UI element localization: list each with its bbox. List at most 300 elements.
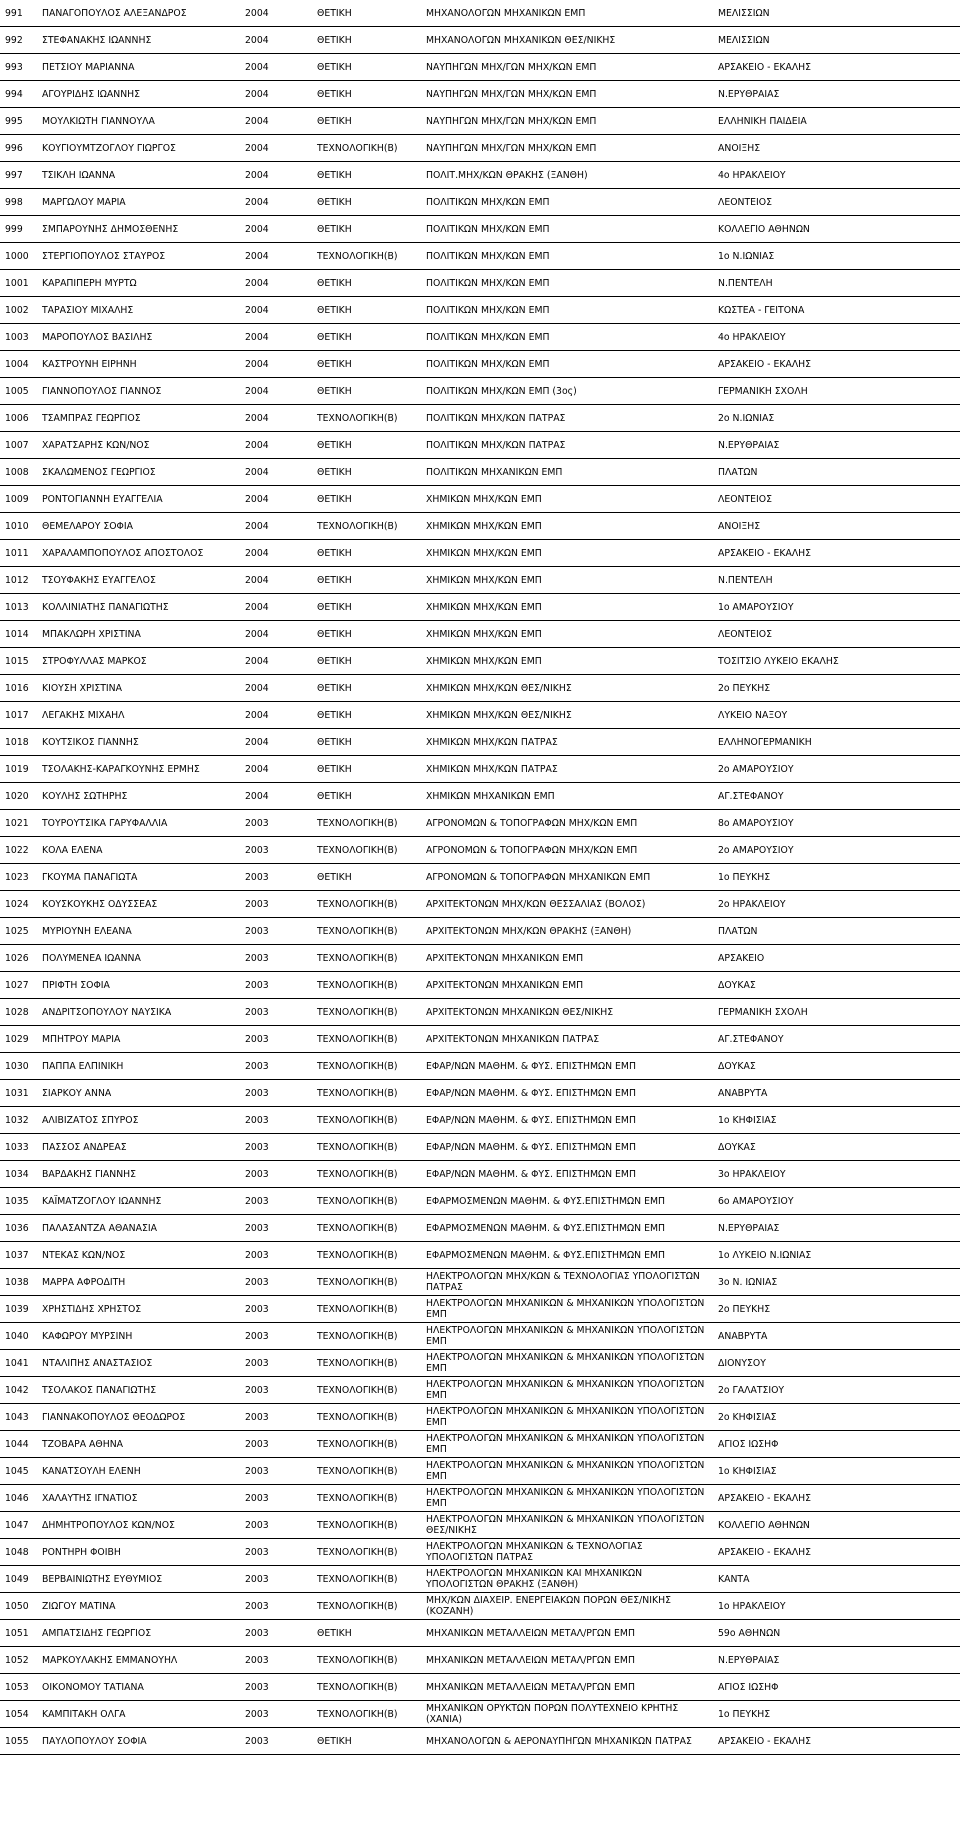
rank-cell: 1030 (0, 1053, 37, 1080)
department-cell: ΠΟΛΙΤΙΚΩΝ ΜΗΧΑΝΙΚΩΝ ΕΜΠ (421, 459, 713, 486)
name-cell: ΛΕΓΑΚΗΣ ΜΙΧΑΗΛ (37, 702, 240, 729)
school-cell: 1ο Ν.ΙΩΝΙΑΣ (713, 243, 960, 270)
department-cell: ΗΛΕΚΤΡΟΛΟΓΩΝ ΜΗΧΑΝΙΚΩΝ & ΜΗΧΑΝΙΚΩΝ ΥΠΟΛΟΓΙΣΤΩΝ ΕΜΠ (421, 1404, 713, 1431)
track-cell: ΤΕΧΝΟΛΟΓΙΚΗ(Β) (312, 1269, 421, 1296)
track-cell: ΘΕΤΙΚΗ (312, 540, 421, 567)
school-cell: ΚΩΣΤΕΑ - ΓΕΙΤΟΝΑ (713, 297, 960, 324)
school-cell: 3ο Ν. ΙΩΝΙΑΣ (713, 1269, 960, 1296)
department-cell: ΠΟΛΙΤΙΚΩΝ ΜΗΧ/ΚΩΝ ΕΜΠ (421, 297, 713, 324)
year-cell: 2003 (240, 1269, 312, 1296)
rank-cell: 1004 (0, 351, 37, 378)
school-cell: 8ο ΑΜΑΡΟΥΣΙΟΥ (713, 810, 960, 837)
name-cell: ΡΟΝΤΗΡΗ ΦΟΙΒΗ (37, 1539, 240, 1566)
track-cell: ΘΕΤΙΚΗ (312, 162, 421, 189)
table-row (0, 1674, 960, 1701)
department-cell: ΗΛΕΚΤΡΟΛΟΓΩΝ ΜΗΧΑΝΙΚΩΝ & ΜΗΧΑΝΙΚΩΝ ΥΠΟΛΟΓΙΣΤΩΝ ΕΜΠ (421, 1377, 713, 1404)
table-row (0, 1080, 960, 1107)
table-row (0, 297, 960, 324)
table-row (0, 1215, 960, 1242)
name-cell: ΚΟΥΓΙΟΥΜΤΖΟΓΛΟΥ ΓΙΩΡΓΟΣ (37, 135, 240, 162)
table-row (0, 1134, 960, 1161)
school-cell: 3ο ΗΡΑΚΛΕΙΟΥ (713, 1161, 960, 1188)
year-cell: 2003 (240, 1161, 312, 1188)
name-cell: ΧΑΡΑΤΣΑΡΗΣ ΚΩΝ/ΝΟΣ (37, 432, 240, 459)
rank-cell: 1023 (0, 864, 37, 891)
rank-cell: 1021 (0, 810, 37, 837)
rank-cell: 1006 (0, 405, 37, 432)
department-cell: ΗΛΕΚΤΡΟΛΟΓΩΝ ΜΗΧΑΝΙΚΩΝ & ΜΗΧΑΝΙΚΩΝ ΥΠΟΛΟΓΙΣΤΩΝ ΕΜΠ (421, 1431, 713, 1458)
school-cell: ΑΓ.ΣΤΕΦΑΝΟΥ (713, 1026, 960, 1053)
table-row (0, 378, 960, 405)
department-cell: ΧΗΜΙΚΩΝ ΜΗΧ/ΚΩΝ ΕΜΠ (421, 621, 713, 648)
school-cell: 59ο ΑΘΗΝΩΝ (713, 1620, 960, 1647)
year-cell: 2004 (240, 405, 312, 432)
year-cell: 2004 (240, 567, 312, 594)
school-cell: ΑΡΣΑΚΕΙΟ - ΕΚΑΛΗΣ (713, 1728, 960, 1755)
school-cell: ΚΑΝΤΑ (713, 1566, 960, 1593)
track-cell: ΘΕΤΙΚΗ (312, 864, 421, 891)
school-cell: 2ο ΠΕΥΚΗΣ (713, 675, 960, 702)
table-row (0, 54, 960, 81)
year-cell: 2003 (240, 1458, 312, 1485)
department-cell: ΕΦΑΡΜΟΣΜΕΝΩΝ ΜΑΘΗΜ. & ΦΥΣ.ΕΠΙΣΤΗΜΩΝ ΕΜΠ (421, 1242, 713, 1269)
department-cell: ΝΑΥΠΗΓΩΝ ΜΗΧ/ΓΩΝ ΜΗΧ/ΚΩΝ ΕΜΠ (421, 135, 713, 162)
track-cell: ΘΕΤΙΚΗ (312, 648, 421, 675)
rank-cell: 994 (0, 81, 37, 108)
year-cell: 2004 (240, 27, 312, 54)
year-cell: 2003 (240, 1593, 312, 1620)
track-cell: ΤΕΧΝΟΛΟΓΙΚΗ(Β) (312, 1512, 421, 1539)
department-cell: ΠΟΛΙΤ.ΜΗΧ/ΚΩΝ ΘΡΑΚΗΣ (ΞΑΝΘΗ) (421, 162, 713, 189)
table-row (0, 189, 960, 216)
department-cell: ΠΟΛΙΤΙΚΩΝ ΜΗΧ/ΚΩΝ ΠΑΤΡΑΣ (421, 432, 713, 459)
school-cell: ΛΕΟΝΤΕΙΟΣ (713, 189, 960, 216)
department-cell: ΗΛΕΚΤΡΟΛΟΓΩΝ ΜΗΧΑΝΙΚΩΝ & ΜΗΧΑΝΙΚΩΝ ΥΠΟΛΟΓΙΣΤΩΝ ΕΜΠ (421, 1296, 713, 1323)
rank-cell: 1022 (0, 837, 37, 864)
table-row (0, 1620, 960, 1647)
name-cell: ΣΤΕΦΑΝΑΚΗΣ ΙΩΑΝΝΗΣ (37, 27, 240, 54)
table-row (0, 81, 960, 108)
table-row (0, 810, 960, 837)
track-cell: ΤΕΧΝΟΛΟΓΙΚΗ(Β) (312, 972, 421, 999)
school-cell: Ν.ΕΡΥΘΡΑΙΑΣ (713, 81, 960, 108)
track-cell: ΤΕΧΝΟΛΟΓΙΚΗ(Β) (312, 1566, 421, 1593)
year-cell: 2004 (240, 702, 312, 729)
school-cell: ΑΓΙΟΣ ΙΩΣΗΦ (713, 1674, 960, 1701)
year-cell: 2004 (240, 513, 312, 540)
track-cell: ΤΕΧΝΟΛΟΓΙΚΗ(Β) (312, 1053, 421, 1080)
table-row (0, 1053, 960, 1080)
school-cell: ΛΕΟΝΤΕΙΟΣ (713, 621, 960, 648)
year-cell: 2004 (240, 648, 312, 675)
name-cell: ΑΜΠΑΤΣΙΔΗΣ ΓΕΩΡΓΙΟΣ (37, 1620, 240, 1647)
table-row (0, 1431, 960, 1458)
department-cell: ΜΗΧΑΝΟΛΟΓΩΝ ΜΗΧΑΝΙΚΩΝ ΘΕΣ/ΝΙΚΗΣ (421, 27, 713, 54)
table-row (0, 972, 960, 999)
department-cell: ΧΗΜΙΚΩΝ ΜΗΧ/ΚΩΝ ΕΜΠ (421, 513, 713, 540)
department-cell: ΗΛΕΚΤΡΟΛΟΓΩΝ ΜΗΧΑΝΙΚΩΝ & ΜΗΧΑΝΙΚΩΝ ΥΠΟΛΟΓΙΣΤΩΝ ΘΕΣ/ΝΙΚΗΣ (421, 1512, 713, 1539)
year-cell: 2004 (240, 324, 312, 351)
rank-cell: 1040 (0, 1323, 37, 1350)
table-row (0, 1728, 960, 1755)
table-row (0, 621, 960, 648)
rank-cell: 1044 (0, 1431, 37, 1458)
rank-cell: 1020 (0, 783, 37, 810)
rank-cell: 996 (0, 135, 37, 162)
track-cell: ΘΕΤΙΚΗ (312, 216, 421, 243)
year-cell: 2003 (240, 1350, 312, 1377)
table-row (0, 351, 960, 378)
table-row (0, 675, 960, 702)
table-row (0, 27, 960, 54)
name-cell: ΧΑΛΑΥΤΗΣ ΙΓΝΑΤΙΟΣ (37, 1485, 240, 1512)
rank-cell: 1031 (0, 1080, 37, 1107)
table-row (0, 1512, 960, 1539)
school-cell: ΑΝΟΙΞΗΣ (713, 135, 960, 162)
table-row (0, 1593, 960, 1620)
year-cell: 2004 (240, 432, 312, 459)
rank-cell: 1054 (0, 1701, 37, 1728)
table-row (0, 864, 960, 891)
track-cell: ΤΕΧΝΟΛΟΓΙΚΗ(Β) (312, 1215, 421, 1242)
rank-cell: 1001 (0, 270, 37, 297)
track-cell: ΤΕΧΝΟΛΟΓΙΚΗ(Β) (312, 1539, 421, 1566)
table-row (0, 432, 960, 459)
table-row (0, 729, 960, 756)
year-cell: 2004 (240, 675, 312, 702)
year-cell: 2003 (240, 1026, 312, 1053)
year-cell: 2003 (240, 1080, 312, 1107)
department-cell: ΧΗΜΙΚΩΝ ΜΗΧ/ΚΩΝ ΘΕΣ/ΝΙΚΗΣ (421, 702, 713, 729)
department-cell: ΧΗΜΙΚΩΝ ΜΗΧ/ΚΩΝ ΠΑΤΡΑΣ (421, 729, 713, 756)
name-cell: ΝΤΑΛΙΠΗΣ ΑΝΑΣΤΑΣΙΟΣ (37, 1350, 240, 1377)
name-cell: ΜΥΡΙΟΥΝΗ ΕΛΕΑΝΑ (37, 918, 240, 945)
name-cell: ΑΓΟΥΡΙΔΗΣ ΙΩΑΝΝΗΣ (37, 81, 240, 108)
department-cell: ΠΟΛΙΤΙΚΩΝ ΜΗΧ/ΚΩΝ ΕΜΠ (421, 189, 713, 216)
track-cell: ΘΕΤΙΚΗ (312, 297, 421, 324)
department-cell: ΗΛΕΚΤΡΟΛΟΓΩΝ ΜΗΧΑΝΙΚΩΝ & ΜΗΧΑΝΙΚΩΝ ΥΠΟΛΟΓΙΣΤΩΝ ΕΜΠ (421, 1485, 713, 1512)
department-cell: ΗΛΕΚΤΡΟΛΟΓΩΝ ΜΗΧΑΝΙΚΩΝ & ΜΗΧΑΝΙΚΩΝ ΥΠΟΛΟΓΙΣΤΩΝ ΕΜΠ (421, 1323, 713, 1350)
department-cell: ΕΦΑΡΜΟΣΜΕΝΩΝ ΜΑΘΗΜ. & ΦΥΣ.ΕΠΙΣΤΗΜΩΝ ΕΜΠ (421, 1215, 713, 1242)
track-cell: ΘΕΤΙΚΗ (312, 1728, 421, 1755)
name-cell: ΜΠΗΤΡΟΥ ΜΑΡΙΑ (37, 1026, 240, 1053)
department-cell: ΧΗΜΙΚΩΝ ΜΗΧ/ΚΩΝ ΕΜΠ (421, 567, 713, 594)
department-cell: ΜΗΧΑΝΙΚΩΝ ΜΕΤΑΛΛΕΙΩΝ ΜΕΤΑΛ/ΡΓΩΝ ΕΜΠ (421, 1620, 713, 1647)
rank-cell: 1008 (0, 459, 37, 486)
department-cell: ΕΦΑΡΜΟΣΜΕΝΩΝ ΜΑΘΗΜ. & ΦΥΣ.ΕΠΙΣΤΗΜΩΝ ΕΜΠ (421, 1188, 713, 1215)
name-cell: ΒΑΡΔΑΚΗΣ ΓΙΑΝΝΗΣ (37, 1161, 240, 1188)
rank-cell: 993 (0, 54, 37, 81)
department-cell: ΑΡΧΙΤΕΚΤΟΝΩΝ ΜΗΧΑΝΙΚΩΝ ΠΑΤΡΑΣ (421, 1026, 713, 1053)
school-cell: 1ο ΚΗΦΙΣΙΑΣ (713, 1458, 960, 1485)
year-cell: 2003 (240, 1647, 312, 1674)
department-cell: ΕΦΑΡ/ΝΩΝ ΜΑΘΗΜ. & ΦΥΣ. ΕΠΙΣΤΗΜΩΝ ΕΜΠ (421, 1161, 713, 1188)
name-cell: ΠΑΠΠΑ ΕΛΠΙΝΙΚΗ (37, 1053, 240, 1080)
rank-cell: 1028 (0, 999, 37, 1026)
rank-cell: 1010 (0, 513, 37, 540)
table-row (0, 324, 960, 351)
rank-cell: 1011 (0, 540, 37, 567)
rank-cell: 1047 (0, 1512, 37, 1539)
year-cell: 2004 (240, 459, 312, 486)
year-cell: 2004 (240, 216, 312, 243)
track-cell: ΘΕΤΙΚΗ (312, 108, 421, 135)
year-cell: 2003 (240, 837, 312, 864)
track-cell: ΤΕΧΝΟΛΟΓΙΚΗ(Β) (312, 1377, 421, 1404)
school-cell: ΚΟΛΛΕΓΙΟ ΑΘΗΝΩΝ (713, 1512, 960, 1539)
table-row (0, 1377, 960, 1404)
rank-cell: 1002 (0, 297, 37, 324)
school-cell: ΑΡΣΑΚΕΙΟ - ΕΚΑΛΗΣ (713, 1539, 960, 1566)
track-cell: ΤΕΧΝΟΛΟΓΙΚΗ(Β) (312, 405, 421, 432)
department-cell: ΝΑΥΠΗΓΩΝ ΜΗΧ/ΓΩΝ ΜΗΧ/ΚΩΝ ΕΜΠ (421, 108, 713, 135)
rank-cell: 1000 (0, 243, 37, 270)
name-cell: ΤΣΟΛΑΚΗΣ-ΚΑΡΑΓΚΟΥΝΗΣ ΕΡΜΗΣ (37, 756, 240, 783)
department-cell: ΝΑΥΠΗΓΩΝ ΜΗΧ/ΓΩΝ ΜΗΧ/ΚΩΝ ΕΜΠ (421, 81, 713, 108)
year-cell: 2003 (240, 1728, 312, 1755)
year-cell: 2003 (240, 1404, 312, 1431)
rank-cell: 1014 (0, 621, 37, 648)
table-row (0, 1107, 960, 1134)
rank-cell: 1048 (0, 1539, 37, 1566)
school-cell: 1ο ΛΥΚΕΙΟ Ν.ΙΩΝΙΑΣ (713, 1242, 960, 1269)
track-cell: ΤΕΧΝΟΛΟΓΙΚΗ(Β) (312, 1080, 421, 1107)
name-cell: ΖΙΩΓΟΥ ΜΑΤΙΝΑ (37, 1593, 240, 1620)
rank-cell: 999 (0, 216, 37, 243)
table-row (0, 1647, 960, 1674)
table-row (0, 162, 960, 189)
track-cell: ΤΕΧΝΟΛΟΓΙΚΗ(Β) (312, 1404, 421, 1431)
year-cell: 2003 (240, 1674, 312, 1701)
year-cell: 2004 (240, 54, 312, 81)
track-cell: ΘΕΤΙΚΗ (312, 81, 421, 108)
year-cell: 2003 (240, 1512, 312, 1539)
rank-cell: 1024 (0, 891, 37, 918)
table-row (0, 1188, 960, 1215)
name-cell: ΤΣΟΥΦΑΚΗΣ ΕΥΑΓΓΕΛΟΣ (37, 567, 240, 594)
year-cell: 2003 (240, 891, 312, 918)
rank-cell: 1007 (0, 432, 37, 459)
table-row (0, 945, 960, 972)
track-cell: ΤΕΧΝΟΛΟΓΙΚΗ(Β) (312, 891, 421, 918)
track-cell: ΘΕΤΙΚΗ (312, 567, 421, 594)
year-cell: 2004 (240, 243, 312, 270)
name-cell: ΣΤΕΡΓΙΟΠΟΥΛΟΣ ΣΤΑΥΡΟΣ (37, 243, 240, 270)
rank-cell: 998 (0, 189, 37, 216)
track-cell: ΘΕΤΙΚΗ (312, 1620, 421, 1647)
track-cell: ΤΕΧΝΟΛΟΓΙΚΗ(Β) (312, 999, 421, 1026)
rank-cell: 1050 (0, 1593, 37, 1620)
department-cell: ΧΗΜΙΚΩΝ ΜΗΧΑΝΙΚΩΝ ΕΜΠ (421, 783, 713, 810)
rank-cell: 1003 (0, 324, 37, 351)
school-cell: 2ο ΑΜΑΡΟΥΣΙΟΥ (713, 756, 960, 783)
track-cell: ΘΕΤΙΚΗ (312, 189, 421, 216)
rank-cell: 1051 (0, 1620, 37, 1647)
school-cell: 4ο ΗΡΑΚΛΕΙΟΥ (713, 324, 960, 351)
track-cell: ΘΕΤΙΚΗ (312, 432, 421, 459)
year-cell: 2004 (240, 135, 312, 162)
school-cell: ΓΕΡΜΑΝΙΚΗ ΣΧΟΛΗ (713, 378, 960, 405)
school-cell: 1ο ΑΜΑΡΟΥΣΙΟΥ (713, 594, 960, 621)
name-cell: ΤΣΑΜΠΡΑΣ ΓΕΩΡΓΙΟΣ (37, 405, 240, 432)
name-cell: ΡΟΝΤΟΓΙΑΝΝΗ ΕΥΑΓΓΕΛΙΑ (37, 486, 240, 513)
school-cell: 6ο ΑΜΑΡΟΥΣΙΟΥ (713, 1188, 960, 1215)
name-cell: ΜΑΡΡΑ ΑΦΡΟΔΙΤΗ (37, 1269, 240, 1296)
rank-cell: 1026 (0, 945, 37, 972)
year-cell: 2004 (240, 108, 312, 135)
name-cell: ΧΑΡΑΛΑΜΠΟΠΟΥΛΟΣ ΑΠΟΣΤΟΛΟΣ (37, 540, 240, 567)
name-cell: ΚΑΝΑΤΣΟΥΛΗ ΕΛΕΝΗ (37, 1458, 240, 1485)
school-cell: 2ο ΗΡΑΚΛΕΙΟΥ (713, 891, 960, 918)
rank-cell: 1012 (0, 567, 37, 594)
rank-cell: 1033 (0, 1134, 37, 1161)
department-cell: ΧΗΜΙΚΩΝ ΜΗΧ/ΚΩΝ ΕΜΠ (421, 486, 713, 513)
department-cell: ΧΗΜΙΚΩΝ ΜΗΧ/ΚΩΝ ΕΜΠ (421, 540, 713, 567)
table-row (0, 1269, 960, 1296)
name-cell: ΠΑΣΣΟΣ ΑΝΔΡΕΑΣ (37, 1134, 240, 1161)
rank-cell: 1029 (0, 1026, 37, 1053)
name-cell: ΚΟΛΛΙΝΙΑΤΗΣ ΠΑΝΑΓΙΩΤΗΣ (37, 594, 240, 621)
rank-cell: 1046 (0, 1485, 37, 1512)
table-row (0, 0, 960, 27)
name-cell: ΔΗΜΗΤΡΟΠΟΥΛΟΣ ΚΩΝ/ΝΟΣ (37, 1512, 240, 1539)
name-cell: ΚΟΥΤΣΙΚΟΣ ΓΙΑΝΝΗΣ (37, 729, 240, 756)
rank-cell: 1045 (0, 1458, 37, 1485)
year-cell: 2004 (240, 0, 312, 27)
track-cell: ΤΕΧΝΟΛΟΓΙΚΗ(Β) (312, 1161, 421, 1188)
department-cell: ΕΦΑΡ/ΝΩΝ ΜΑΘΗΜ. & ΦΥΣ. ΕΠΙΣΤΗΜΩΝ ΕΜΠ (421, 1053, 713, 1080)
department-cell: ΜΗΧΑΝΙΚΩΝ ΜΕΤΑΛΛΕΙΩΝ ΜΕΤΑΛ/ΡΓΩΝ ΕΜΠ (421, 1674, 713, 1701)
table-row (0, 1701, 960, 1728)
track-cell: ΤΕΧΝΟΛΟΓΙΚΗ(Β) (312, 513, 421, 540)
department-cell: ΜΗΧΑΝΙΚΩΝ ΟΡΥΚΤΩΝ ΠΟΡΩΝ ΠΟΛΥΤΕΧΝΕΙΟ ΚΡΗΤΗΣ (ΧΑΝΙΑ) (421, 1701, 713, 1728)
track-cell: ΤΕΧΝΟΛΟΓΙΚΗ(Β) (312, 1323, 421, 1350)
rank-cell: 992 (0, 27, 37, 54)
name-cell: ΤΑΡΑΣΙΟΥ ΜΙΧΑΛΗΣ (37, 297, 240, 324)
table-row (0, 594, 960, 621)
year-cell: 2003 (240, 1215, 312, 1242)
rank-cell: 997 (0, 162, 37, 189)
department-cell: ΕΦΑΡ/ΝΩΝ ΜΑΘΗΜ. & ΦΥΣ. ΕΠΙΣΤΗΜΩΝ ΕΜΠ (421, 1080, 713, 1107)
year-cell: 2004 (240, 594, 312, 621)
table-row (0, 270, 960, 297)
name-cell: ΠΕΤΣΙΟΥ ΜΑΡΙΑΝΝΑ (37, 54, 240, 81)
department-cell: ΑΡΧΙΤΕΚΤΟΝΩΝ ΜΗΧ/ΚΩΝ ΘΡΑΚΗΣ (ΞΑΝΘΗ) (421, 918, 713, 945)
rank-cell: 995 (0, 108, 37, 135)
department-cell: ΝΑΥΠΗΓΩΝ ΜΗΧ/ΓΩΝ ΜΗΧ/ΚΩΝ ΕΜΠ (421, 54, 713, 81)
name-cell: ΚΑΡΑΠΙΠΕΡΗ ΜΥΡΤΩ (37, 270, 240, 297)
school-cell: 2ο ΠΕΥΚΗΣ (713, 1296, 960, 1323)
rank-cell: 1027 (0, 972, 37, 999)
rank-cell: 1055 (0, 1728, 37, 1755)
year-cell: 2003 (240, 864, 312, 891)
department-cell: ΜΗΧΑΝΟΛΟΓΩΝ ΜΗΧΑΝΙΚΩΝ ΕΜΠ (421, 0, 713, 27)
track-cell: ΘΕΤΙΚΗ (312, 27, 421, 54)
school-cell: 2ο ΚΗΦΙΣΙΑΣ (713, 1404, 960, 1431)
school-cell: ΠΛΑΤΩΝ (713, 459, 960, 486)
department-cell: ΗΛΕΚΤΡΟΛΟΓΩΝ ΜΗΧΑΝΙΚΩΝ & ΜΗΧΑΝΙΚΩΝ ΥΠΟΛΟΓΙΣΤΩΝ ΕΜΠ (421, 1350, 713, 1377)
track-cell: ΤΕΧΝΟΛΟΓΙΚΗ(Β) (312, 945, 421, 972)
department-cell: ΧΗΜΙΚΩΝ ΜΗΧ/ΚΩΝ ΘΕΣ/ΝΙΚΗΣ (421, 675, 713, 702)
school-cell: ΓΕΡΜΑΝΙΚΗ ΣΧΟΛΗ (713, 999, 960, 1026)
table-row (0, 405, 960, 432)
school-cell: ΔΟΥΚΑΣ (713, 1134, 960, 1161)
school-cell: ΛΥΚΕΙΟ ΝΑΞΟΥ (713, 702, 960, 729)
track-cell: ΤΕΧΝΟΛΟΓΙΚΗ(Β) (312, 1242, 421, 1269)
school-cell: 1ο ΠΕΥΚΗΣ (713, 864, 960, 891)
year-cell: 2003 (240, 810, 312, 837)
track-cell: ΘΕΤΙΚΗ (312, 756, 421, 783)
track-cell: ΘΕΤΙΚΗ (312, 54, 421, 81)
school-cell: Ν.ΕΡΥΘΡΑΙΑΣ (713, 1215, 960, 1242)
name-cell: ΜΑΡΓΩΛΟΥ ΜΑΡΙΑ (37, 189, 240, 216)
year-cell: 2003 (240, 1134, 312, 1161)
year-cell: 2003 (240, 1323, 312, 1350)
year-cell: 2004 (240, 162, 312, 189)
table-row (0, 1026, 960, 1053)
department-cell: ΕΦΑΡ/ΝΩΝ ΜΑΘΗΜ. & ΦΥΣ. ΕΠΙΣΤΗΜΩΝ ΕΜΠ (421, 1134, 713, 1161)
school-cell: Ν.ΕΡΥΘΡΑΙΑΣ (713, 432, 960, 459)
name-cell: ΓΚΟΥΜΑ ΠΑΝΑΓΙΩΤΑ (37, 864, 240, 891)
department-cell: ΠΟΛΙΤΙΚΩΝ ΜΗΧ/ΚΩΝ ΕΜΠ (421, 324, 713, 351)
track-cell: ΤΕΧΝΟΛΟΓΙΚΗ(Β) (312, 810, 421, 837)
year-cell: 2004 (240, 270, 312, 297)
rank-cell: 1049 (0, 1566, 37, 1593)
school-cell: Ν.ΕΡΥΘΡΑΙΑΣ (713, 1647, 960, 1674)
rank-cell: 1005 (0, 378, 37, 405)
school-cell: ΑΡΣΑΚΕΙΟ - ΕΚΑΛΗΣ (713, 540, 960, 567)
year-cell: 2004 (240, 756, 312, 783)
track-cell: ΤΕΧΝΟΛΟΓΙΚΗ(Β) (312, 1647, 421, 1674)
track-cell: ΘΕΤΙΚΗ (312, 702, 421, 729)
year-cell: 2004 (240, 297, 312, 324)
name-cell: ΧΡΗΣΤΙΔΗΣ ΧΡΗΣΤΟΣ (37, 1296, 240, 1323)
year-cell: 2003 (240, 972, 312, 999)
track-cell: ΘΕΤΙΚΗ (312, 729, 421, 756)
department-cell: ΑΓΡΟΝΟΜΩΝ & ΤΟΠΟΓΡΑΦΩΝ ΜΗΧ/ΚΩΝ ΕΜΠ (421, 837, 713, 864)
school-cell: ΕΛΛΗΝΟΓΕΡΜΑΝΙΚΗ (713, 729, 960, 756)
school-cell: ΑΓΙΟΣ ΙΩΣΗΦ (713, 1431, 960, 1458)
name-cell: ΓΙΑΝΝΟΠΟΥΛΟΣ ΓΙΑΝΝΟΣ (37, 378, 240, 405)
track-cell: ΤΕΧΝΟΛΟΓΙΚΗ(Β) (312, 1188, 421, 1215)
track-cell: ΤΕΧΝΟΛΟΓΙΚΗ(Β) (312, 1134, 421, 1161)
year-cell: 2003 (240, 999, 312, 1026)
name-cell: ΚΟΥΣΚΟΥΚΗΣ ΟΔΥΣΣΕΑΣ (37, 891, 240, 918)
table-row (0, 1350, 960, 1377)
department-cell: ΜΗΧΑΝΟΛΟΓΩΝ & ΑΕΡΟΝΑΥΠΗΓΩΝ ΜΗΧΑΝΙΚΩΝ ΠΑΤΡΑΣ (421, 1728, 713, 1755)
track-cell: ΘΕΤΙΚΗ (312, 270, 421, 297)
department-cell: ΠΟΛΙΤΙΚΩΝ ΜΗΧ/ΚΩΝ ΕΜΠ (421, 270, 713, 297)
department-cell: ΗΛΕΚΤΡΟΛΟΓΩΝ ΜΗΧ/ΚΩΝ & ΤΕΧΝΟΛΟΓΙΑΣ ΥΠΟΛΟΓΙΣΤΩΝ ΠΑΤΡΑΣ (421, 1269, 713, 1296)
name-cell: ΠΡΙΦΤΗ ΣΟΦΙΑ (37, 972, 240, 999)
department-cell: ΠΟΛΙΤΙΚΩΝ ΜΗΧ/ΚΩΝ ΕΜΠ (421, 351, 713, 378)
name-cell: ΤΟΥΡΟΥΤΣΙΚΑ ΓΑΡΥΦΑΛΛΙΑ (37, 810, 240, 837)
school-cell: Ν.ΠΕΝΤΕΛΗ (713, 567, 960, 594)
school-cell: ΑΡΣΑΚΕΙΟ (713, 945, 960, 972)
name-cell: ΠΑΝΑΓΟΠΟΥΛΟΣ ΑΛΕΞΑΝΔΡΟΣ (37, 0, 240, 27)
name-cell: ΑΛΙΒΙΖΑΤΟΣ ΣΠΥΡΟΣ (37, 1107, 240, 1134)
year-cell: 2004 (240, 486, 312, 513)
school-cell: Ν.ΠΕΝΤΕΛΗ (713, 270, 960, 297)
school-cell: 1ο ΗΡΑΚΛΕΙΟΥ (713, 1593, 960, 1620)
name-cell: ΒΕΡΒΑΙΝΙΩΤΗΣ ΕΥΘΥΜΙΟΣ (37, 1566, 240, 1593)
year-cell: 2004 (240, 540, 312, 567)
school-cell: ΑΡΣΑΚΕΙΟ - ΕΚΑΛΗΣ (713, 1485, 960, 1512)
track-cell: ΤΕΧΝΟΛΟΓΙΚΗ(Β) (312, 1350, 421, 1377)
year-cell: 2003 (240, 945, 312, 972)
year-cell: 2004 (240, 189, 312, 216)
track-cell: ΤΕΧΝΟΛΟΓΙΚΗ(Β) (312, 1593, 421, 1620)
